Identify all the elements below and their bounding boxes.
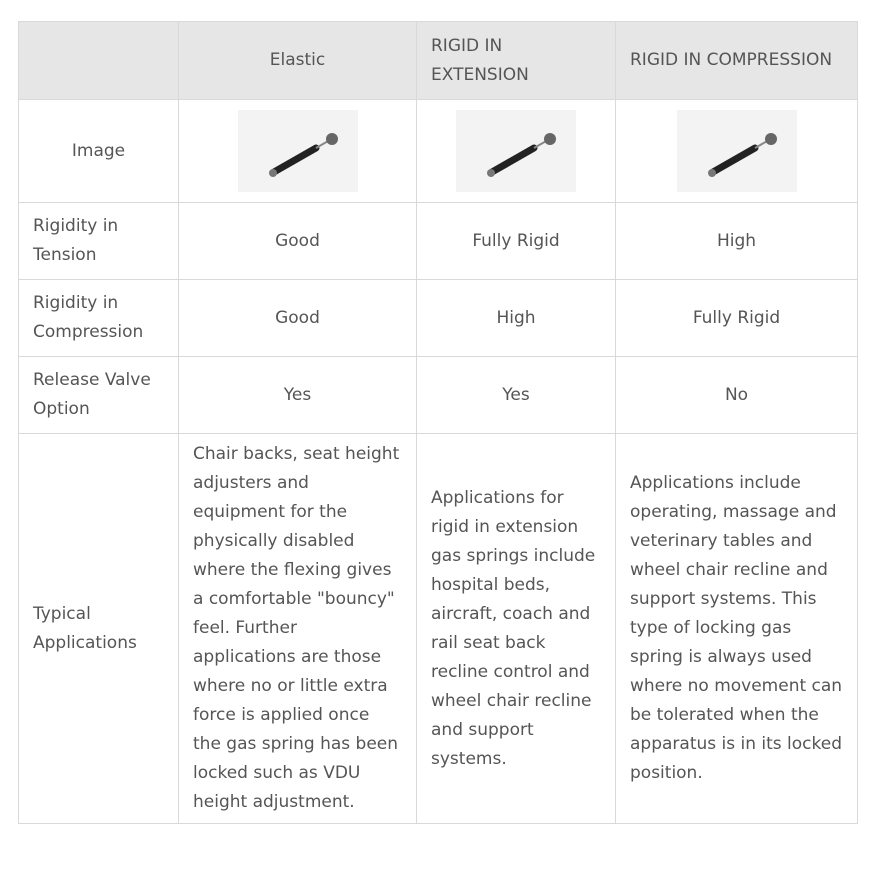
- comparison-table: [18, 21, 858, 824]
- cell: Good: [179, 280, 417, 357]
- row-label: Typical Applications: [19, 434, 179, 824]
- header-rigid-compression: RIGID IN COMPRESSION: [616, 22, 858, 100]
- cell: High: [417, 280, 616, 357]
- gas-spring-image: [677, 110, 797, 192]
- header-elastic: Elastic: [179, 22, 417, 100]
- row-label: Rigidity in Compression: [19, 280, 179, 357]
- applications-elastic: Chair backs, seat height adjusters and equipment for the physically disabled where the flexing gives a comfortable "bouncy" feel. Further applications are those where no or little extra force is applied once the gas spring has been locked such as VDU height adjustment.: [179, 434, 417, 824]
- row-label: Release Valve Option: [19, 357, 179, 434]
- cell: High: [616, 203, 858, 280]
- header-rigid-extension: RIGID IN EXTENSION: [417, 22, 616, 100]
- header-empty: [19, 22, 179, 100]
- applications-rigid-extension: Applications for rigid in extension gas springs include hospital beds, aircraft, coach and rail seat back recline control and wheel chair recline and support systems.: [417, 434, 616, 824]
- row-label-image: Image: [19, 100, 179, 203]
- cell: Yes: [417, 357, 616, 434]
- gas-spring-image: [456, 110, 576, 192]
- cell: Good: [179, 203, 417, 280]
- cell: Fully Rigid: [616, 280, 858, 357]
- cell: Fully Rigid: [417, 203, 616, 280]
- row-label: Rigidity in Tension: [19, 203, 179, 280]
- cell: Yes: [179, 357, 417, 434]
- gas-spring-image: [238, 110, 358, 192]
- cell: No: [616, 357, 858, 434]
- applications-rigid-compression: Applications include operating, massage and veterinary tables and wheel chair recline and support systems. This type of locking gas spring is always used where no movement can be tolerated when the apparatus is in its locked position.: [616, 434, 858, 824]
